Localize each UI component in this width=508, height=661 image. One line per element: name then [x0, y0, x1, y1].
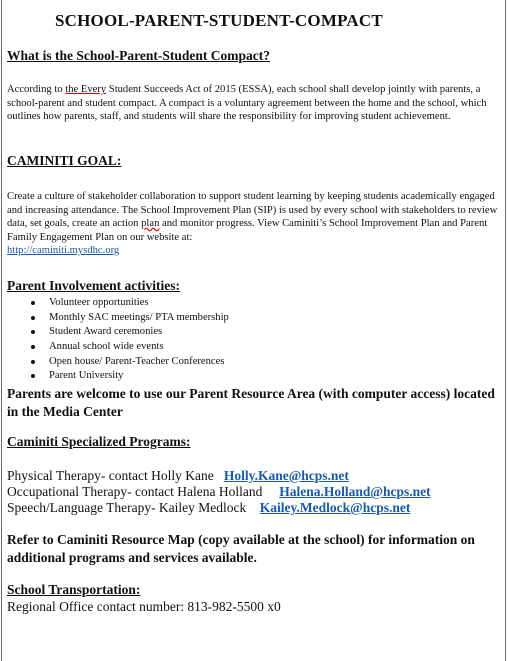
website-link[interactable]: http://caminiti.mysdhc.org: [7, 245, 120, 257]
program-label: Physical Therapy- contact Holly Kane: [7, 468, 214, 483]
involvement-list: [0, 296, 229, 384]
bullet-icon: [31, 316, 35, 320]
list-item: [0, 296, 229, 311]
what-is-paragraph: [7, 83, 501, 124]
email-link[interactable]: Kailey.Medlock@hcps.net: [259, 500, 411, 515]
bullet-icon: [31, 374, 35, 378]
transportation-heading: School Transportation:: [7, 582, 141, 597]
bullet-icon: [31, 360, 35, 364]
right-border: [505, 0, 506, 661]
goal-heading: CAMINITI GOAL:: [7, 153, 122, 168]
list-item-label: Volunteer opportunities: [49, 297, 149, 308]
program-row: [7, 499, 410, 516]
goal-text-wavy: plan: [141, 218, 160, 230]
goal-text-b: and monitor progress. View Caminiti’s School Improvement Plan and Parent Family Engagement Plan on our website at:: [7, 218, 488, 243]
what-is-text-link: the Every: [65, 84, 107, 95]
involvement-heading: Parent Involvement activities:: [7, 278, 180, 293]
program-label: Occupational Therapy- contact Halena Holland: [7, 484, 263, 499]
list-item: [0, 325, 229, 340]
list-item-label: Monthly SAC meetings/ PTA membership: [49, 311, 229, 323]
email-link[interactable]: Holly.Kane@hcps.net: [223, 468, 349, 483]
list-item: [0, 369, 229, 384]
what-is-text-pre: According to: [7, 84, 66, 95]
transportation-contact: Regional Office contact number: 813-982-5500 x0: [7, 599, 281, 614]
goal-text-a: Create a culture of stakeholder collaboration to support student learning by keeping students academically engaged and increasing attendance. The School Improvement Plan (SIP) is used by every school with stakeholders to review data, set goals, create an action: [7, 191, 498, 230]
bullet-icon: [31, 301, 35, 305]
program-row: [7, 483, 431, 500]
list-item: [0, 340, 229, 355]
resource-area-note: Parents are welcome to use our Parent Resource Area (with computer access) located in the Media Center: [7, 386, 495, 419]
list-item-label: Parent University: [49, 370, 124, 382]
goal-paragraph: [7, 190, 501, 258]
page-title: SCHOOL-PARENT-STUDENT-COMPACT: [55, 11, 383, 30]
bullet-icon: [31, 330, 35, 334]
program-row: [7, 467, 349, 484]
list-item: [0, 355, 229, 370]
programs-heading: Caminiti Specialized Programs:: [7, 434, 191, 449]
list-item: [0, 311, 229, 326]
list-item-label: Annual school wide events: [49, 341, 164, 353]
bullet-icon: [31, 345, 35, 349]
what-is-heading: What is the School-Parent-Student Compact?: [7, 48, 270, 63]
email-link[interactable]: Halena.Holland@hcps.net: [279, 484, 431, 499]
program-label: Speech/Language Therapy- Kailey Medlock: [7, 500, 247, 515]
resource-map-note: Refer to Caminiti Resource Map (copy available at the school) for information on additional programs and services available.: [7, 532, 475, 565]
list-item-label: Student Award ceremonies: [49, 326, 163, 338]
list-item-label: Open house/ Parent-Teacher Conferences: [49, 355, 225, 367]
what-is-text-post: Student Succeeds Act of 2015 (ESSA), each school shall develop jointly with parents, a school-parent and student compact. A compact is a voluntary agreement between the home and the school, which outlines how parents, staff, and students will share the responsibility for improving student achievement.: [7, 84, 487, 123]
